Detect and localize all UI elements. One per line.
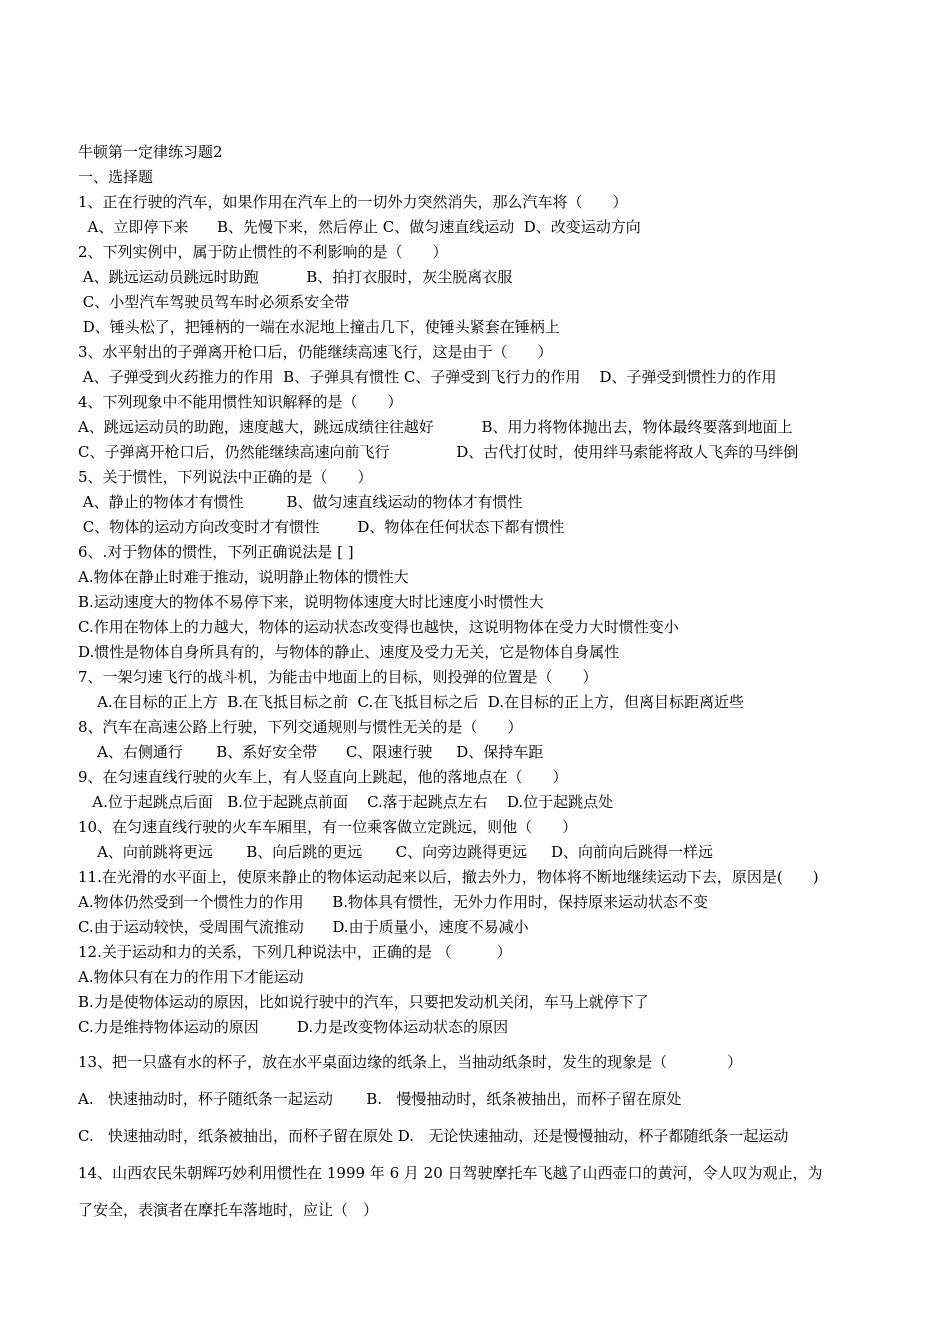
q6-option-a: A.物体在静止时难于推动，说明静止物体的惯性大 — [78, 568, 409, 586]
q14-stem-line1: 14、山西农民朱朝辉巧妙利用惯性在 1999 年 6 月 20 日驾驶摩托车飞越了山西壶口的黄河，令人叹为观止，为 — [78, 1164, 823, 1182]
q1-stem: 1、正在行驶的汽车，如果作用在汽车上的一切外力突然消失，那么汽车将（ ） — [78, 193, 628, 211]
q13-options-ab: A. 快速抽动时，杯子随纸条一起运动 B. 慢慢抽动时，纸条被抽出，而杯子留在原处 — [78, 1090, 682, 1108]
q9-options: A.位于起跳点后面 B.位于起跳点前面 C.落于起跳点左右 D.位于起跳点处 — [78, 793, 614, 811]
q7-options: A.在目标的正上方 B.在飞抵目标之前 C.在飞抵目标之后 D.在目标的正上方，但离目标距离近些 — [78, 693, 745, 711]
q2-options-ab: A、跳远运动员跳远时助跑 B、拍打衣服时，灰尘脱离衣服 — [78, 268, 513, 286]
q9-stem: 9、在匀速直线行驶的火车上，有人竖直向上跳起，他的落地点在（ ） — [78, 768, 568, 786]
q6-option-d: D.惯性是物体自身所具有的，与物体的静止、速度及受力无关，它是物体自身属性 — [78, 643, 620, 661]
q1-options: A、立即停下来 B、先慢下来，然后停止 C、做匀速直线运动 D、改变运动方向 — [78, 218, 641, 236]
q2-option-d: D、锤头松了，把锤柄的一端在水泥地上撞击几下，使锤头紧套在锤柄上 — [78, 318, 560, 336]
q3-stem: 3、水平射出的子弹离开枪口后，仍能继续高速飞行，这是由于（ ） — [78, 343, 553, 361]
q8-options: A、右侧通行 B、系好安全带 C、限速行驶 D、保持车距 — [78, 743, 544, 761]
q11-options-ab: A.物体仍然受到一个惯性力的作用 B.物体具有惯性，无外力作用时，保持原来运动状态不变 — [78, 893, 709, 911]
q11-options-cd: C.由于运动较快，受周围气流推动 D.由于质量小，速度不易减小 — [78, 918, 529, 936]
q5-stem: 5、关于惯性，下列说法中正确的是（ ） — [78, 468, 373, 486]
q11-stem: 11.在光滑的水平面上，使原来静止的物体运动起来以后，撤去外力，物体将不断地继续运动下去，原因是( ) — [78, 868, 819, 886]
q10-options: A、向前跳将更远 B、向后跳的更远 C、向旁边跳得更远 D、向前向后跳得一样远 — [78, 843, 714, 861]
q10-stem: 10、在匀速直线行驶的火车车厢里，有一位乘客做立定跳远，则他（ ） — [78, 818, 578, 836]
q2-option-c: C、小型汽车驾驶员驾车时必须系安全带 — [78, 293, 350, 311]
q13-stem: 13、把一只盛有水的杯子，放在水平桌面边缘的纸条上，当抽动纸条时，发生的现象是（ ） — [78, 1053, 743, 1071]
q4-options-cd: C、子弹离开枪口后，仍然能继续高速向前飞行 D、古代打仗时，使用绊马索能将敌人飞奔的马绊倒 — [78, 443, 799, 461]
q8-stem: 8、汽车在高速公路上行驶，下列交通规则与惯性无关的是（ ） — [78, 718, 523, 736]
q4-options-ab: A、跳远运动员的助跑，速度越大，跳远成绩往往越好 B、用力将物体抛出去，物体最终要落到地面上 — [78, 418, 793, 436]
section-heading: 一、选择题 — [78, 168, 154, 186]
q13-options-cd: C. 快速抽动时，纸条被抽出，而杯子留在原处 D. 无论快速抽动，还是慢慢抽动，杯子都随纸条一起运动 — [78, 1127, 789, 1145]
q6-option-c: C.作用在物体上的力越大，物体的运动状态改变得也越快，这说明物体在受力大时惯性变小 — [78, 618, 679, 636]
q6-stem: 6、.对于物体的惯性，下列正确说法是 [ ] — [78, 543, 354, 561]
q7-stem: 7、一架匀速飞行的战斗机，为能击中地面上的目标，则投弹的位置是（ ） — [78, 668, 598, 686]
q2-stem: 2、下列实例中，属于防止惯性的不利影响的是（ ） — [78, 243, 448, 261]
q14-stem-line2: 了安全，表演者在摩托车落地时，应让（ ） — [78, 1201, 379, 1219]
q6-option-b: B.运动速度大的物体不易停下来，说明物体速度大时比速度小时惯性大 — [78, 593, 544, 611]
q12-options-cd: C.力是维持物体运动的原因 D.力是改变物体运动状态的原因 — [78, 1018, 509, 1036]
q12-option-a: A.物体只有在力的作用下才能运动 — [78, 968, 304, 986]
q12-stem: 12.关于运动和力的关系，下列几种说法中，正确的是 （ ） — [78, 943, 512, 961]
q4-stem: 4、下列现象中不能用惯性知识解释的是（ ） — [78, 393, 403, 411]
q3-options: A、子弹受到火药推力的作用 B、子弹具有惯性 C、子弹受到飞行力的作用 D、子弹受到惯性力的作用 — [78, 368, 777, 386]
q12-option-b: B.力是使物体运动的原因，比如说行驶中的汽车，只要把发动机关闭，车马上就停下了 — [78, 993, 649, 1011]
worksheet — [78, 140, 898, 1229]
q5-options-cd: C、物体的运动方向改变时才有惯性 D、物体在任何状态下都有惯性 — [78, 518, 565, 536]
document-title: 牛顿第一定律练习题2 — [78, 143, 223, 161]
q5-options-ab: A、静止的物体才有惯性 B、做匀速直线运动的物体才有惯性 — [78, 493, 523, 511]
